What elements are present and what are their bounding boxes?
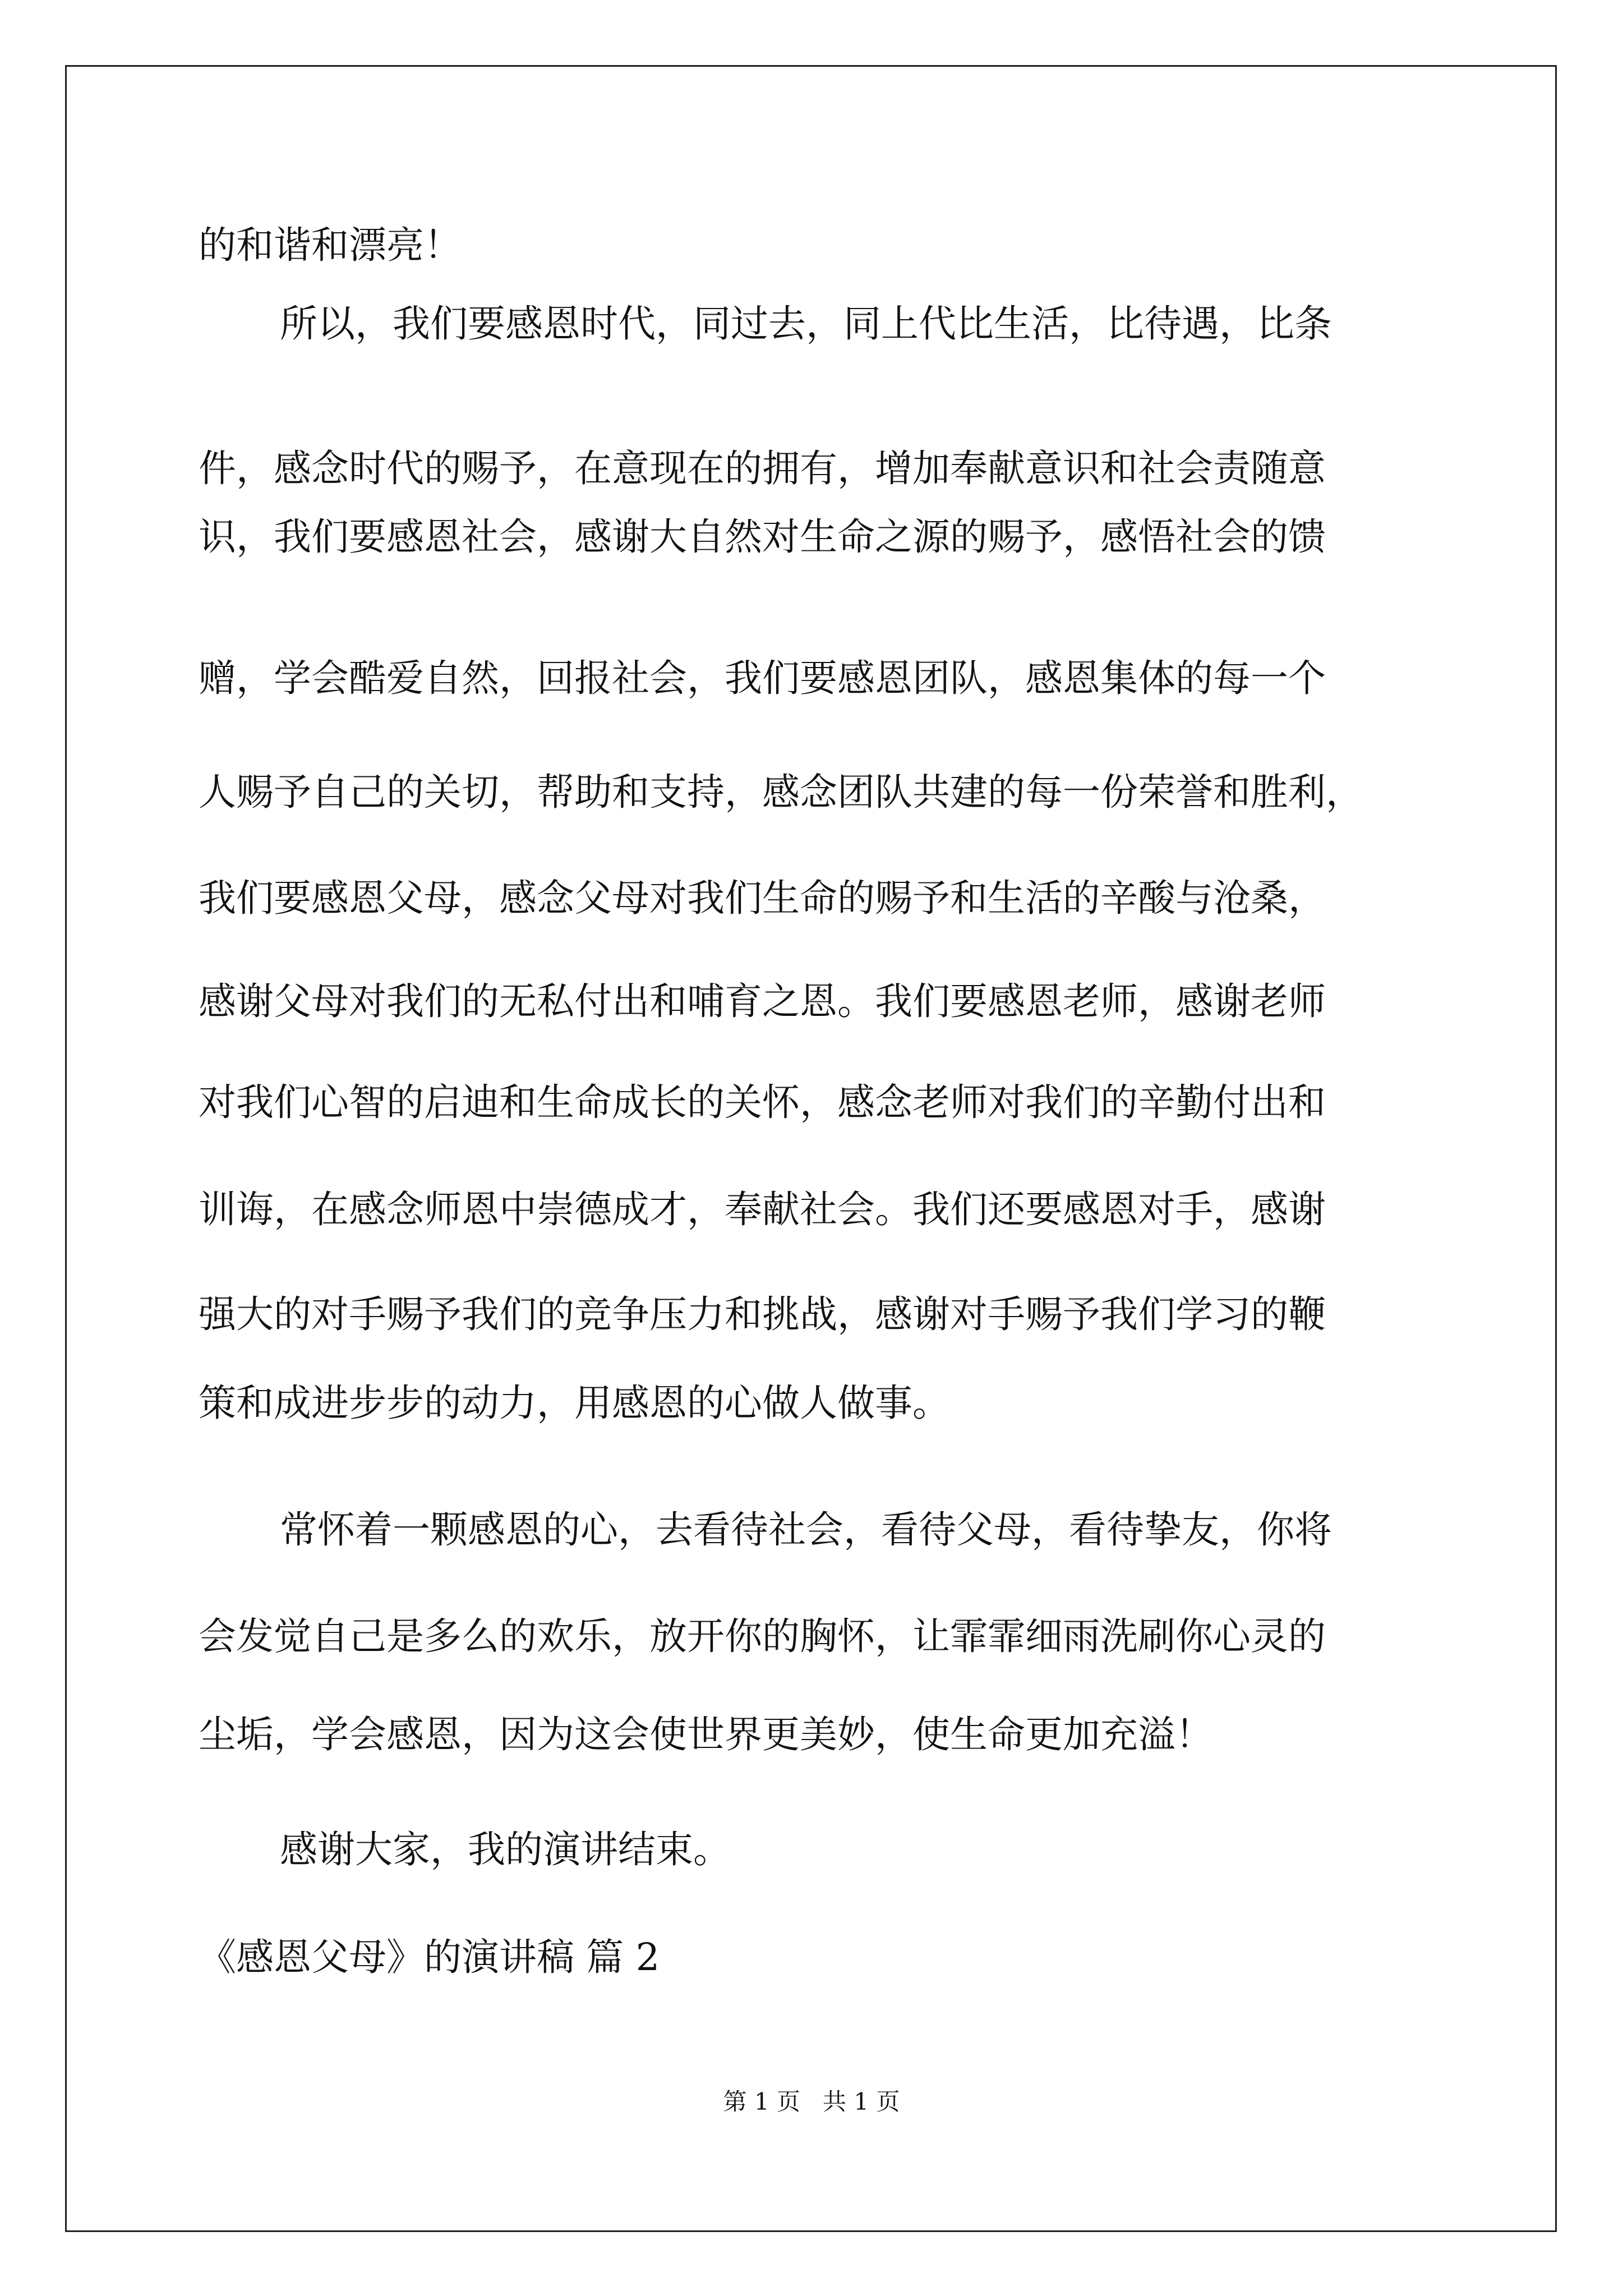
paragraph-line: 策和成进步步的动力，用感恩的心做人做事。 [199, 1381, 950, 1425]
paragraph-line: 对我们心智的启迪和生命成长的关怀，感念老师对我们的辛勤付出和 [199, 1080, 1326, 1124]
paragraph-line: 我们要感恩父母，感念父母对我们生命的赐予和生活的辛酸与沧桑， [199, 876, 1326, 920]
paragraph-line: 所以，我们要感恩时代，同过去，同上代比生活，比待遇，比条 [280, 302, 1332, 346]
paragraph-line: 常怀着一颗感恩的心，去看待社会，看待父母，看待挚友，你将 [280, 1508, 1332, 1552]
section-heading: 《感恩父母》的演讲稿 篇 2 [199, 1935, 660, 1979]
page-number-footer: 第 1 页 共 1 页 [723, 2088, 900, 2115]
paragraph-line: 识，我们要感恩社会，感谢大自然对生命之源的赐予，感悟社会的馈 [199, 515, 1326, 559]
paragraph-line: 尘垢，学会感恩，因为这会使世界更美妙，使生命更加充溢！ [199, 1713, 1213, 1756]
paragraph-line: 人赐予自己的关切，帮助和支持，感念团队共建的每一份荣誉和胜利， [199, 770, 1363, 814]
paragraph-line: 强大的对手赐予我们的竞争压力和挑战，感谢对手赐予我们学习的鞭 [199, 1292, 1326, 1336]
paragraph-line: 赠，学会酷爱自然，回报社会，我们要感恩团队，感恩集体的每一个 [199, 656, 1326, 700]
page-border [65, 65, 1557, 2232]
paragraph-line: 感谢大家，我的演讲结束。 [280, 1828, 731, 1871]
paragraph-line: 的和谐和漂亮！ [199, 223, 462, 267]
paragraph-line: 训诲，在感念师恩中崇德成才，奉献社会。我们还要感恩对手，感谢 [199, 1188, 1326, 1231]
paragraph-line: 件，感念时代的赐予，在意现在的拥有，增加奉献意识和社会责随意 [199, 447, 1326, 490]
paragraph-line: 会发觉自己是多么的欢乐，放开你的胸怀，让霏霏细雨洗刷你心灵的 [199, 1614, 1326, 1658]
paragraph-line: 感谢父母对我们的无私付出和哺育之恩。我们要感恩老师，感谢老师 [199, 979, 1326, 1023]
